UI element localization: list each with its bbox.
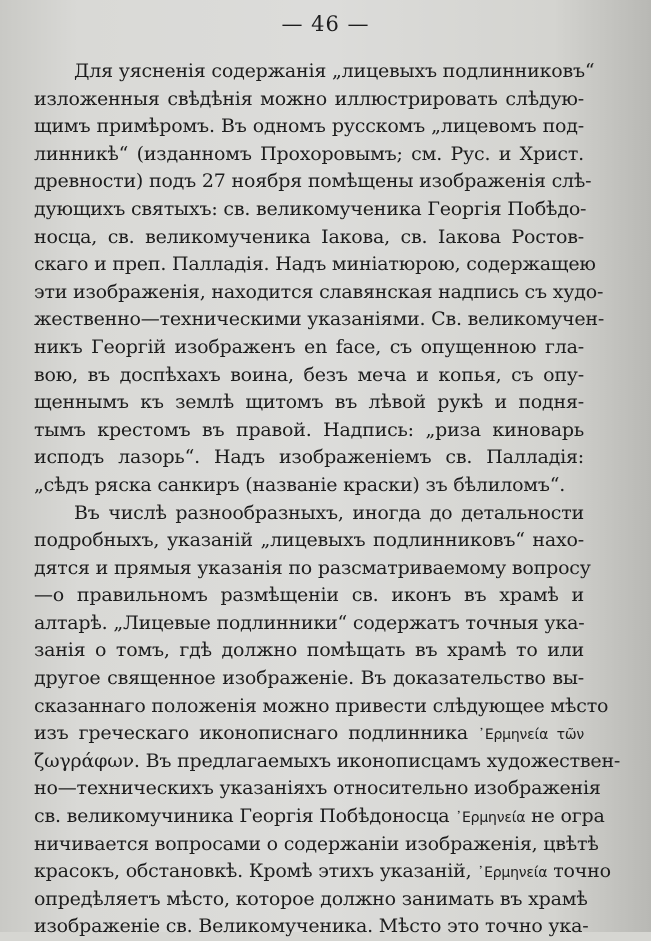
text-line: дующихъ святыхъ: св. великомученика Георгія Побѣдо- [34,197,587,220]
text-line: сказаннаго положенія можно привести слѣдующее мѣсто [34,694,609,717]
text-line-with-greek [34,720,584,748]
text-line: другое священное изображеніе. Въ доказательство вы- [34,667,584,690]
text-line: подробныхъ, указаній „лицевыхъ подлинниковъ“ нахо- [34,529,584,552]
text-line: щимъ примѣромъ. Въ одномъ русскомъ „лицевомъ под- [34,115,584,138]
text-line: носца, св. великомученика Іакова, св. Іакова Ростов- [34,225,584,248]
text-line: Въ числѣ разнообразныхъ, иногда до детальности [74,501,584,524]
text-line: но—техническихъ указаніяхъ относительно изображенія [34,777,601,800]
text-line-with-greek [34,858,611,886]
text-segment: точно [553,860,611,883]
text-line: никъ Георгій изображенъ en face, съ опущенною гла- [34,335,584,358]
text-line: жественно—техническими указаніями. Св. великомучен- [34,308,605,331]
text-line: опредѣляетъ мѣсто, которое должно занимать въ храмѣ [34,887,588,910]
body-text [34,58,621,941]
text-line: —о правильномъ размѣщеніи св. иконъ въ храмѣ и [34,584,584,607]
greek-text: ᾿Ερμηνεία [455,810,526,827]
page-number: — 46 — [281,12,370,36]
text-line: ζωγράφων. Въ предлагаемыхъ иконописцамъ художествен- [34,749,621,772]
text-segment: красокъ, обстановкѣ. Кромѣ этихъ указаній, [34,860,472,883]
text-line: изображеніе св. Великомученика. Мѣсто это точно ука- [34,915,589,938]
text-segment: св. великомучиника Георгія Побѣдоносца [34,805,450,828]
text-line: исподъ лазорь“. Надъ изображеніемъ св. Палладія: [34,446,584,469]
text-line: ничивается вопросами о содержаніи изображенія, цвѣтѣ [34,832,599,855]
text-line: древности) подъ 27 ноября помѣщены изображенія слѣ- [34,170,592,193]
text-segment: изъ греческаго иконописнаго подлинника [34,722,468,745]
text-line: занія о томъ, гдѣ должно помѣщать въ храмѣ то или [34,639,584,662]
text-line: „сѣдъ ряска санкиръ (названіе краски) зъ бѣлиломъ“. [34,473,566,496]
text-line: дятся и прямыя указанія по разсматриваемому вопросу [34,556,591,579]
text-line: эти изображенія, находится славянская надпись съ худо- [34,280,604,303]
text-line: алтарѣ. „Лицевые подлинники“ содержатъ точныя ука- [34,611,585,634]
text-line: щеннымъ къ землѣ щитомъ въ лѣвой рукѣ и подня- [34,391,584,414]
text-line: тымъ крестомъ въ правой. Надпись: „риза киноварь [34,418,584,441]
text-segment: не огра [531,805,605,828]
text-line: Для уясненія содержанія „лицевыхъ подлинниковъ“ [74,60,595,82]
text-line: линникѣ“ (изданномъ Прохоровымъ; см. Рус. и Христ. [34,142,584,165]
text-line: скаго и преп. Палладія. Надъ миніатюрою, содержащею [34,253,596,276]
text-line: вою, въ доспѣхахъ воина, безъ меча и копья, съ опу- [34,363,584,386]
greek-text: ᾿Ερμηνεία τῶν [478,727,584,744]
greek-text: ᾿Ερμηνεία [477,865,548,882]
text-line: изложенныя свѣдѣнія можно иллюстрировать слѣдую- [34,87,584,110]
text-line-with-greek [34,803,605,831]
